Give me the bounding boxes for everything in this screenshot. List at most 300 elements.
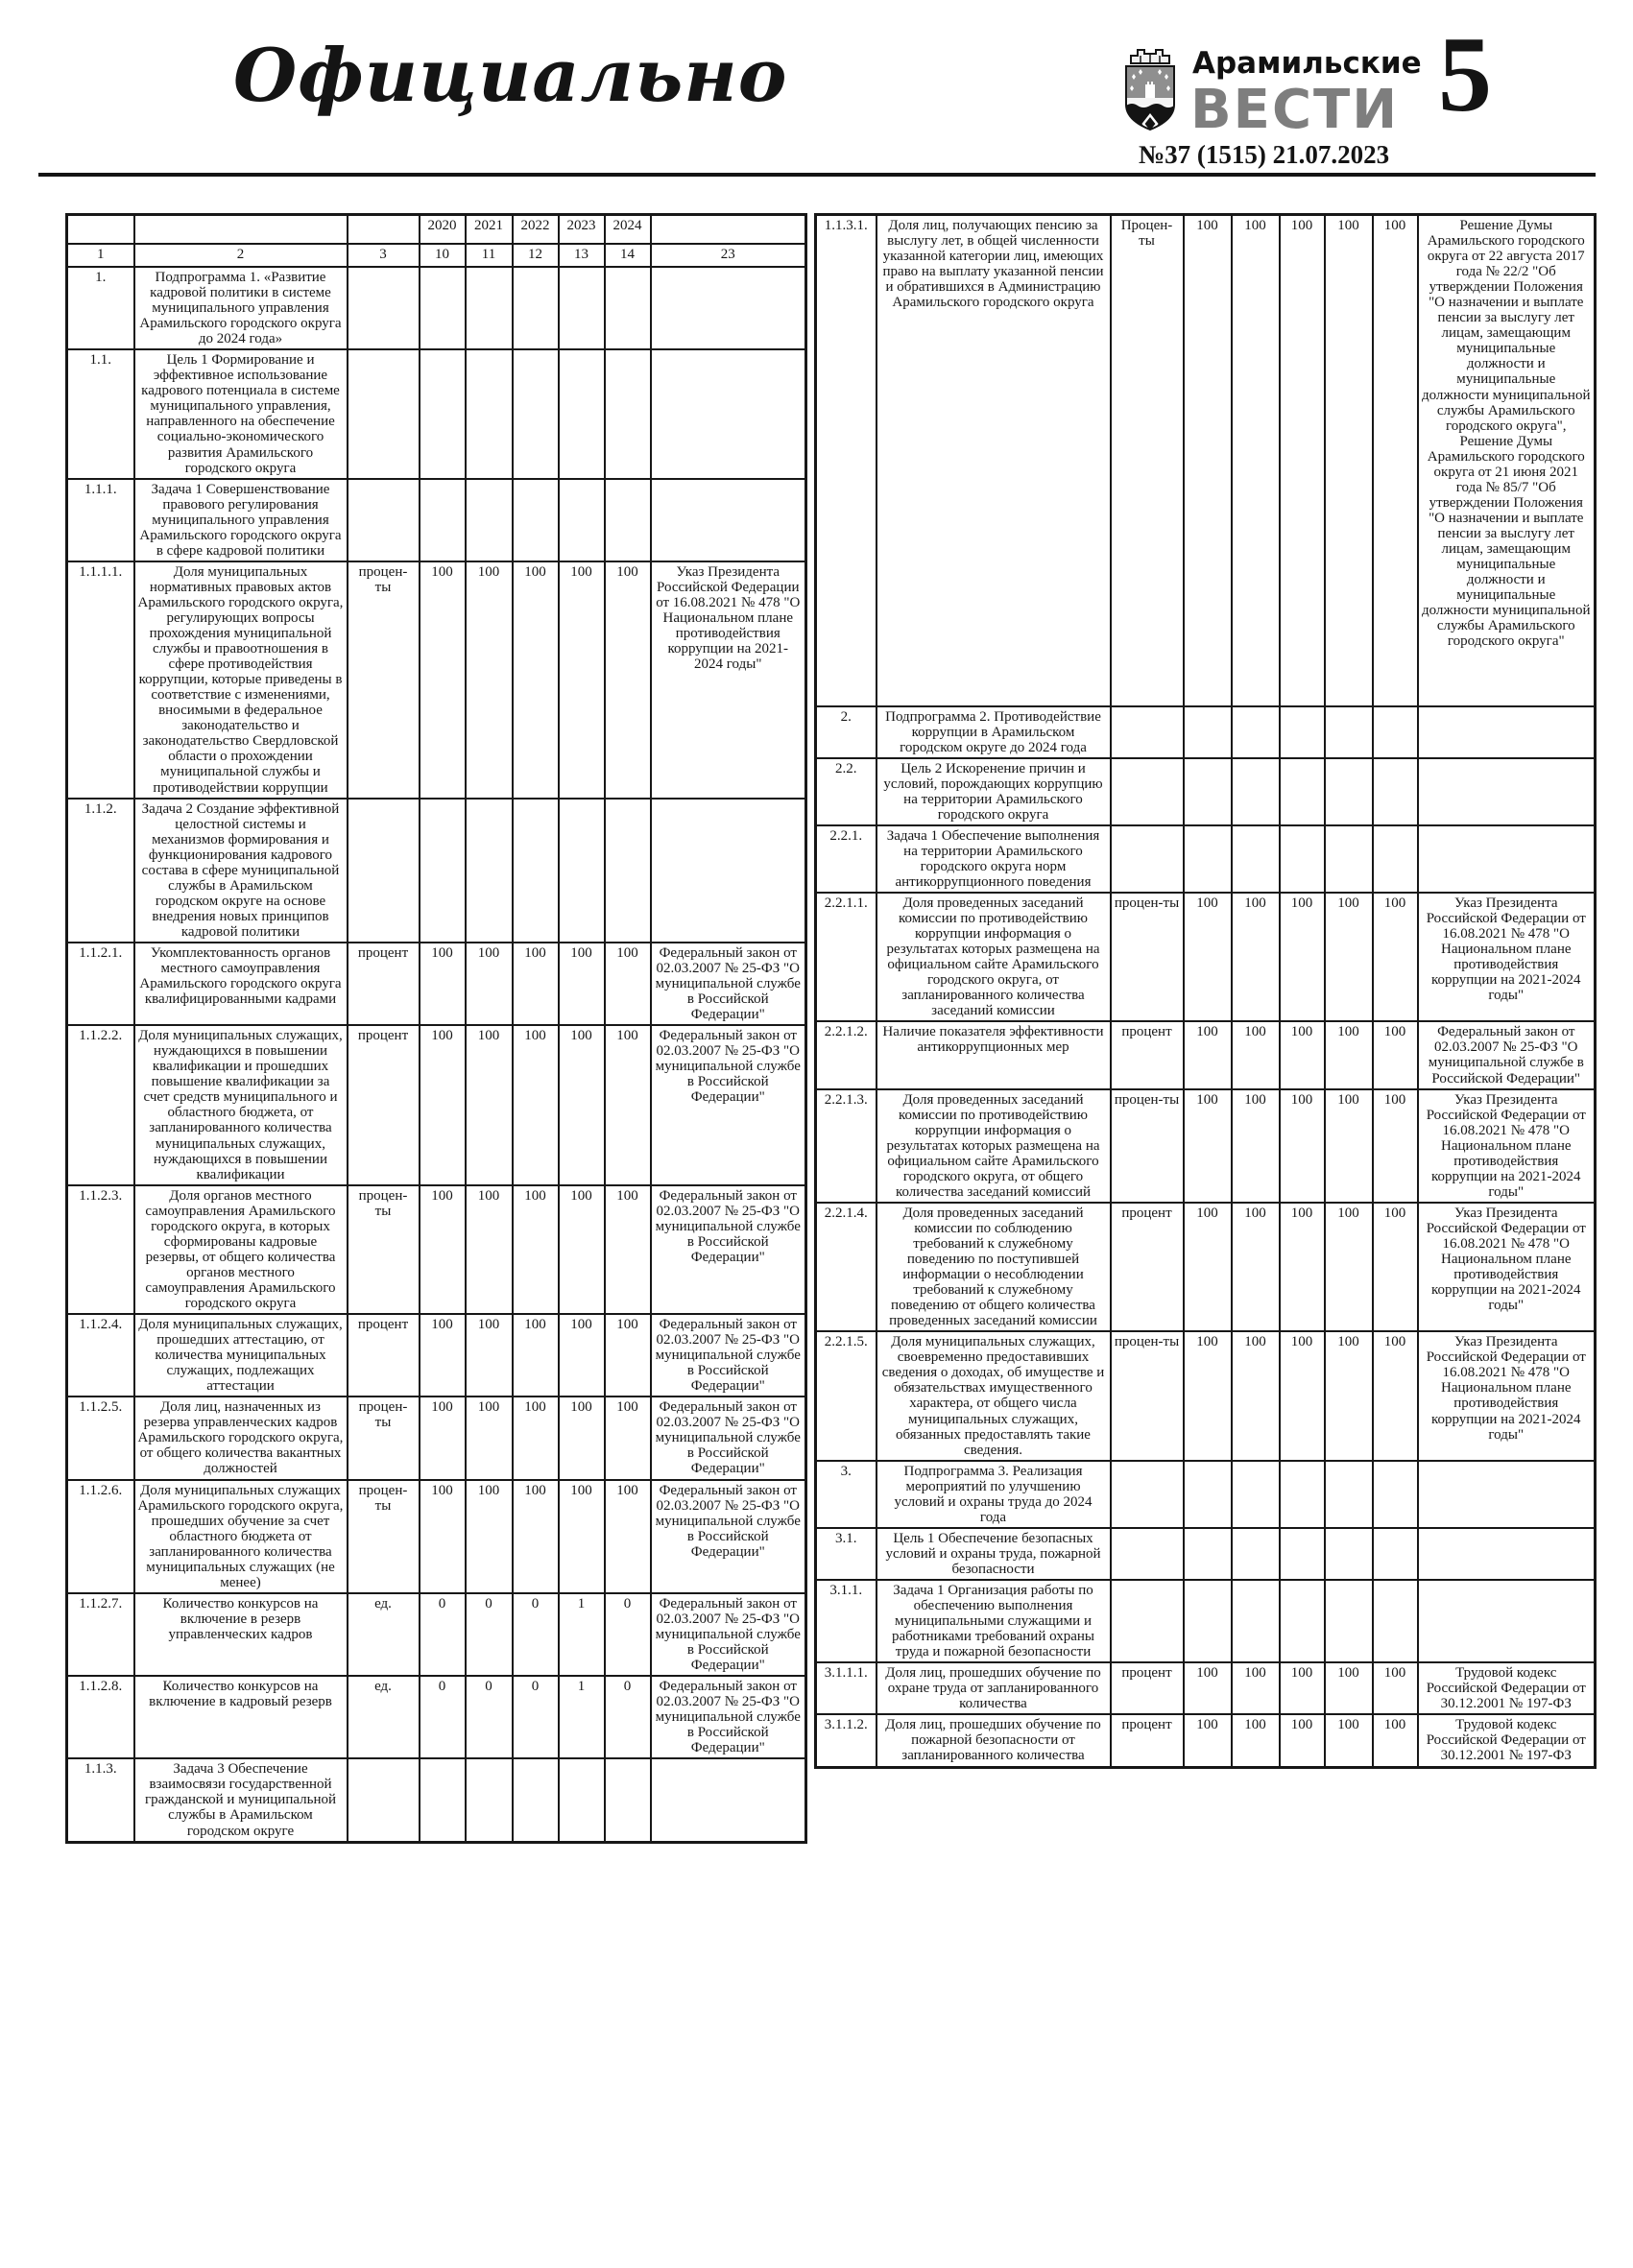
value-cell-2024 (1373, 758, 1418, 825)
row-number-cell: 1. (67, 267, 134, 349)
doc-reference-cell: Федеральный закон от 02.03.2007 № 25-ФЗ "О муниципальной службе в Российской Федерации" (651, 1025, 806, 1184)
value-cell-2020 (420, 349, 466, 478)
value-cell-2023 (1325, 758, 1373, 825)
value-cell-2021 (1232, 825, 1280, 893)
doc-reference-cell: Указ Президента Российской Федерации от 16.08.2021 № 478 "О Национальном плане противодействия коррупции на 2021-2024 годы" (1418, 1089, 1596, 1203)
indicator-name-cell: Укомплектованность органов местного самоуправления Арамильского городского округа квалифицированными кадрами (134, 943, 348, 1025)
value-cell-2020: 0 (420, 1676, 466, 1758)
table-row (816, 825, 1596, 893)
unit-cell (1111, 706, 1184, 758)
indicator-name-cell: Задача 1 Организация работы по обеспечению выполнения муниципальными служащими и работниками требований охраны труда и пожарной безопасности (877, 1580, 1111, 1662)
indicator-name-cell: Подпрограмма 3. Реализация мероприятий по улучшению условий и охраны труда до 2024 года (877, 1461, 1111, 1528)
table-row (816, 706, 1596, 758)
value-cell-2023: 100 (559, 1185, 605, 1314)
value-cell-2023: 100 (559, 561, 605, 799)
value-cell-2021: 0 (466, 1676, 513, 1758)
unit-cell: процент (1111, 1662, 1184, 1714)
table-row (67, 349, 806, 478)
unit-cell (1111, 825, 1184, 893)
table-row (67, 1314, 806, 1397)
doc-reference-cell: Федеральный закон от 02.03.2007 № 25-ФЗ "О муниципальной службе в Российской Федерации" (651, 1314, 806, 1397)
value-cell-2023: 100 (559, 1314, 605, 1397)
value-cell-2022 (513, 799, 559, 943)
header-cell-empty (67, 215, 134, 245)
value-cell-2022: 100 (1280, 1021, 1325, 1088)
value-cell-2023: 1 (559, 1593, 605, 1676)
unit-cell: процен-ты (348, 1480, 420, 1593)
indicator-name-cell: Задача 1 Обеспечение выполнения на территории Арамильского городского округа норм антикоррупционного поведения (877, 825, 1111, 893)
value-cell-2023 (559, 349, 605, 478)
year-header-row (67, 215, 806, 245)
column-number-cell: 11 (466, 244, 513, 267)
table-row (67, 1758, 806, 1842)
value-cell-2023: 100 (1325, 1089, 1373, 1203)
value-cell-2023: 100 (1325, 1662, 1373, 1714)
doc-reference-cell (651, 1758, 806, 1842)
value-cell-2022: 100 (513, 1314, 559, 1397)
doc-reference-cell: Решение Думы Арамильского городского округа от 22 августа 2017 года № 22/2 "Об утверждении Положения "О назначении и выплате пенсии за выслугу лет лицам, замещающим муниципальные должности и муниципальные должности муниципальной службы Арамильского городского округа", Решение Думы Арамильского городского округа от 21 июня 2021 года № 85/7 "Об утверждении Положения "О назначении и выплате пенсии за выслугу лет лицам, замещающим муниципальные должности и муниципальные должности муниципальной службы Арамильского городского округа" (1418, 215, 1596, 706)
indicator-name-cell: Цель 1 Обеспечение безопасных условий и охраны труда, пожарной безопасности (877, 1528, 1111, 1580)
value-cell-2022 (1280, 706, 1325, 758)
table-row (67, 267, 806, 349)
value-cell-2023 (559, 799, 605, 943)
value-cell-2020: 100 (1184, 1203, 1232, 1331)
doc-reference-cell: Федеральный закон от 02.03.2007 № 25-ФЗ "О муниципальной службе в Российской Федерации" (651, 943, 806, 1025)
doc-reference-cell: Федеральный закон от 02.03.2007 № 25-ФЗ "О муниципальной службе в Российской Федерации" (651, 1185, 806, 1314)
value-cell-2020: 0 (420, 1593, 466, 1676)
value-cell-2023: 100 (1325, 1331, 1373, 1460)
value-cell-2023 (559, 1758, 605, 1842)
value-cell-2020: 100 (420, 1314, 466, 1397)
value-cell-2020 (1184, 758, 1232, 825)
doc-reference-cell (1418, 825, 1596, 893)
table-row (816, 1714, 1596, 1767)
value-cell-2024: 100 (605, 1397, 651, 1479)
value-cell-2024: 100 (1373, 1714, 1418, 1767)
value-cell-2022 (513, 479, 559, 561)
header-cell-empty (134, 215, 348, 245)
value-cell-2023 (1325, 1461, 1373, 1528)
issue-date-line: №37 (1515) 21.07.2023 (1139, 140, 1390, 169)
row-number-cell: 3.1. (816, 1528, 877, 1580)
value-cell-2021: 100 (1232, 215, 1280, 706)
row-number-cell: 2.2.1.4. (816, 1203, 877, 1331)
newspaper-name-top: Арамильские (1192, 46, 1422, 81)
row-number-cell: 1.1.2. (67, 799, 134, 943)
row-number-cell: 3.1.1.1. (816, 1662, 877, 1714)
unit-cell: процент (348, 943, 420, 1025)
unit-cell: процент (348, 1314, 420, 1397)
value-cell-2020 (1184, 706, 1232, 758)
value-cell-2024 (605, 1758, 651, 1842)
doc-reference-cell: Федеральный закон от 02.03.2007 № 25-ФЗ "О муниципальной службе в Российской Федерации" (651, 1397, 806, 1479)
indicator-name-cell: Доля лиц, назначенных из резерва управленческих кадров Арамильского городского округа, от общего количества вакантных должностей (134, 1397, 348, 1479)
row-number-cell: 1.1.2.5. (67, 1397, 134, 1479)
value-cell-2023: 100 (1325, 1203, 1373, 1331)
indicator-name-cell: Цель 2 Искоренение причин и условий, порождающих коррупцию на территории Арамильского городского округа (877, 758, 1111, 825)
table-row (67, 561, 806, 799)
unit-cell (348, 349, 420, 478)
indicator-name-cell: Задача 1 Совершенствование правового регулирования муниципального управления Арамильского городского округа в сфере кадровой политики (134, 479, 348, 561)
row-number-cell: 1.1.2.3. (67, 1185, 134, 1314)
unit-cell (1111, 758, 1184, 825)
column-number-cell: 1 (67, 244, 134, 267)
value-cell-2024: 100 (605, 1185, 651, 1314)
unit-cell (1111, 1580, 1184, 1662)
value-cell-2024: 100 (605, 1025, 651, 1184)
header-cell-empty (651, 215, 806, 245)
value-cell-2023: 100 (559, 1397, 605, 1479)
value-cell-2020: 100 (1184, 1662, 1232, 1714)
value-cell-2024 (1373, 1528, 1418, 1580)
value-cell-2020: 100 (1184, 1714, 1232, 1767)
value-cell-2022 (513, 349, 559, 478)
value-cell-2024 (605, 349, 651, 478)
value-cell-2020 (420, 479, 466, 561)
value-cell-2022 (1280, 1580, 1325, 1662)
indicator-name-cell: Доля лиц, прошедших обучение по охране труда от запланированного количества (877, 1662, 1111, 1714)
value-cell-2022 (513, 267, 559, 349)
value-cell-2023 (1325, 1528, 1373, 1580)
doc-reference-cell: Указ Президента Российской Федерации от 16.08.2021 № 478 "О Национальном плане противодействия коррупции на 2021-2024 годы" (1418, 893, 1596, 1021)
unit-cell: процент (1111, 1021, 1184, 1088)
value-cell-2024: 100 (1373, 1203, 1418, 1331)
value-cell-2023: 100 (559, 1480, 605, 1593)
column-number-cell: 13 (559, 244, 605, 267)
value-cell-2024 (1373, 1461, 1418, 1528)
indicator-name-cell: Доля муниципальных служащих Арамильского городского округа, прошедших обучение за счет областного бюджета от запланированного количества муниципальных служащих (не менее) (134, 1480, 348, 1593)
value-cell-2021: 0 (466, 1593, 513, 1676)
column-number-cell: 23 (651, 244, 806, 267)
value-cell-2023: 100 (1325, 215, 1373, 706)
table-row (67, 1593, 806, 1676)
value-cell-2023 (1325, 825, 1373, 893)
value-cell-2022: 100 (513, 1185, 559, 1314)
value-cell-2024 (1373, 706, 1418, 758)
value-cell-2024 (1373, 825, 1418, 893)
value-cell-2024: 100 (605, 1314, 651, 1397)
coat-of-arms-icon (1119, 42, 1181, 138)
value-cell-2024: 100 (605, 1480, 651, 1593)
unit-cell (1111, 1461, 1184, 1528)
table-row (67, 943, 806, 1025)
table-row (67, 1397, 806, 1479)
indicator-name-cell: Подпрограмма 1. «Развитие кадровой политики в системе муниципального управления Арамильского городского округа до 2024 года» (134, 267, 348, 349)
value-cell-2020: 100 (1184, 1331, 1232, 1460)
value-cell-2023: 100 (1325, 1021, 1373, 1088)
table-row (67, 1480, 806, 1593)
value-cell-2020: 100 (420, 1025, 466, 1184)
row-number-cell: 2.2.1.1. (816, 893, 877, 1021)
value-cell-2020: 100 (1184, 1021, 1232, 1088)
indicator-name-cell: Количество конкурсов на включение в резерв управленческих кадров (134, 1593, 348, 1676)
doc-reference-cell: Указ Президента Российской Федерации от 16.08.2021 № 478 "О Национальном плане противодействия коррупции на 2021-2024 годы" (1418, 1331, 1596, 1460)
table-row (816, 1331, 1596, 1460)
value-cell-2024: 0 (605, 1593, 651, 1676)
value-cell-2021: 100 (1232, 893, 1280, 1021)
doc-reference-cell: Федеральный закон от 02.03.2007 № 25-ФЗ "О муниципальной службе в Российской Федерации" (1418, 1021, 1596, 1088)
value-cell-2022 (1280, 1461, 1325, 1528)
indicator-name-cell: Количество конкурсов на включение в кадровый резерв (134, 1676, 348, 1758)
doc-reference-cell (1418, 706, 1596, 758)
row-number-cell: 3.1.1.2. (816, 1714, 877, 1767)
table-row (816, 215, 1596, 706)
value-cell-2024 (605, 479, 651, 561)
indicator-name-cell: Доля муниципальных служащих, своевременно предоставивших сведения о доходах, об имуществе и обязательствах имущественного характера, от общего числа муниципальных служащих, обязанных предоставлять такие сведения. (877, 1331, 1111, 1460)
table-row (816, 758, 1596, 825)
row-number-cell: 2.2. (816, 758, 877, 825)
doc-reference-cell (1418, 1528, 1596, 1580)
table-row (816, 1021, 1596, 1088)
value-cell-2020: 100 (420, 943, 466, 1025)
value-cell-2020 (420, 799, 466, 943)
indicator-name-cell: Доля муниципальных служащих, прошедших аттестацию, от количества муниципальных служащих, подлежащих аттестации (134, 1314, 348, 1397)
value-cell-2021: 100 (466, 561, 513, 799)
value-cell-2021 (1232, 706, 1280, 758)
value-cell-2024: 100 (605, 943, 651, 1025)
doc-reference-cell: Федеральный закон от 02.03.2007 № 25-ФЗ "О муниципальной службе в Российской Федерации" (651, 1593, 806, 1676)
doc-reference-cell (651, 479, 806, 561)
year-header-cell: 2022 (513, 215, 559, 245)
doc-reference-cell (1418, 758, 1596, 825)
unit-cell: Процен-ты (1111, 215, 1184, 706)
table-row (816, 893, 1596, 1021)
value-cell-2020 (1184, 1528, 1232, 1580)
unit-cell: процен-ты (348, 1397, 420, 1479)
row-number-cell: 2. (816, 706, 877, 758)
column-number-cell: 10 (420, 244, 466, 267)
table-row (67, 479, 806, 561)
masthead-divider (38, 173, 1596, 177)
program-indicators-table-right (814, 213, 1597, 1769)
value-cell-2020: 100 (420, 1397, 466, 1479)
row-number-cell: 1.1.2.1. (67, 943, 134, 1025)
unit-cell: процен-ты (1111, 1331, 1184, 1460)
value-cell-2023: 1 (559, 1676, 605, 1758)
column-number-cell: 3 (348, 244, 420, 267)
unit-cell: ед. (348, 1593, 420, 1676)
value-cell-2024: 100 (1373, 1021, 1418, 1088)
value-cell-2021 (1232, 1528, 1280, 1580)
table-row (816, 1089, 1596, 1203)
unit-cell: ед. (348, 1676, 420, 1758)
value-cell-2021 (1232, 1461, 1280, 1528)
value-cell-2021: 100 (466, 943, 513, 1025)
value-cell-2023: 100 (559, 943, 605, 1025)
table-row (816, 1203, 1596, 1331)
value-cell-2022: 100 (513, 1480, 559, 1593)
indicator-name-cell: Доля лиц, получающих пенсию за выслугу лет, в общей численности указанной категории лиц, имеющих право на выплату указанной пенсии и обратившихся в Администрацию Арамильского городского округа (877, 215, 1111, 706)
unit-cell (348, 479, 420, 561)
unit-cell: процент (1111, 1714, 1184, 1767)
doc-reference-cell: Указ Президента Российской Федерации от 16.08.2021 № 478 "О Национальном плане противодействия коррупции на 2021-2024 годы" (651, 561, 806, 799)
value-cell-2024: 100 (1373, 893, 1418, 1021)
value-cell-2021: 100 (466, 1397, 513, 1479)
indicator-name-cell: Доля проведенных заседаний комиссии по соблюдению требований к служебному поведению по поступившей информации о несоблюдении требований к служебному поведению от общего количества проведенных заседаний комиссии (877, 1203, 1111, 1331)
value-cell-2020 (1184, 1461, 1232, 1528)
indicator-name-cell: Доля проведенных заседаний комиссии по противодействию коррупции информация о результатах которых размещена на официальном сайте Арамильского городского округа, от общего количества заседаний комиссий (877, 1089, 1111, 1203)
row-number-cell: 1.1.3.1. (816, 215, 877, 706)
value-cell-2022: 100 (513, 1025, 559, 1184)
value-cell-2022: 100 (513, 561, 559, 799)
unit-cell: процен-ты (348, 1185, 420, 1314)
doc-reference-cell: Федеральный закон от 02.03.2007 № 25-ФЗ "О муниципальной службе в Российской Федерации" (651, 1480, 806, 1593)
value-cell-2021 (466, 349, 513, 478)
unit-cell (348, 1758, 420, 1842)
row-number-cell: 1.1.2.8. (67, 1676, 134, 1758)
doc-reference-cell (651, 799, 806, 943)
indicator-name-cell: Задача 3 Обеспечение взаимосвязи государственной гражданской и муниципальной службы в Арамильском городском округе (134, 1758, 348, 1842)
value-cell-2024: 100 (1373, 215, 1418, 706)
value-cell-2020: 100 (420, 1185, 466, 1314)
value-cell-2022: 100 (1280, 1662, 1325, 1714)
year-header-cell: 2024 (605, 215, 651, 245)
value-cell-2024 (1373, 1580, 1418, 1662)
value-cell-2022: 100 (1280, 1203, 1325, 1331)
value-cell-2020: 100 (1184, 215, 1232, 706)
program-indicators-table-left (65, 213, 807, 1844)
value-cell-2020 (1184, 1580, 1232, 1662)
value-cell-2024 (605, 267, 651, 349)
value-cell-2024: 100 (1373, 1331, 1418, 1460)
value-cell-2022: 100 (1280, 1331, 1325, 1460)
value-cell-2022: 100 (513, 1397, 559, 1479)
indicator-name-cell: Наличие показателя эффективности антикоррупционных мер (877, 1021, 1111, 1088)
table-row (67, 799, 806, 943)
row-number-cell: 2.2.1.3. (816, 1089, 877, 1203)
table-row (67, 1185, 806, 1314)
indicator-name-cell: Подпрограмма 2. Противодействие коррупции в Арамильском городском округе до 2024 года (877, 706, 1111, 758)
value-cell-2023: 100 (1325, 893, 1373, 1021)
table-row (67, 1676, 806, 1758)
indicator-name-cell: Доля муниципальных нормативных правовых актов Арамильского городского округа, регулирующих вопросы прохождения муниципальной службы и правоотношения в сфере противодействия коррупции, которые приведены в соответствие с изменениями, вносимыми в федеральное законодательство и законодательство Свердловской области о прохождении муниципальной службы и противодействии коррупции (134, 561, 348, 799)
value-cell-2023: 100 (559, 1025, 605, 1184)
row-number-cell: 1.1. (67, 349, 134, 478)
indicator-name-cell: Задача 2 Создание эффективной целостной системы и механизмов формирования и функционирования кадрового состава в сфере муниципальной службы в Арамильском городском округе на основе внедрения новых принципов кадровой политики (134, 799, 348, 943)
table-row (67, 1025, 806, 1184)
unit-cell: процен-ты (348, 561, 420, 799)
value-cell-2024: 100 (1373, 1662, 1418, 1714)
value-cell-2023 (559, 479, 605, 561)
value-cell-2022: 0 (513, 1593, 559, 1676)
value-cell-2021 (466, 479, 513, 561)
value-cell-2023 (1325, 1580, 1373, 1662)
value-cell-2024: 0 (605, 1676, 651, 1758)
indicator-name-cell: Доля муниципальных служащих, нуждающихся в повышении квалификации и прошедших повышение квалификации за счет средств муниципального и областного бюджета, от запланированного количества муниципальных служащих, нуждающихся в повышении квалификации (134, 1025, 348, 1184)
row-number-cell: 3. (816, 1461, 877, 1528)
value-cell-2021: 100 (1232, 1331, 1280, 1460)
value-cell-2022: 100 (1280, 215, 1325, 706)
value-cell-2023: 100 (1325, 1714, 1373, 1767)
year-header-cell: 2020 (420, 215, 466, 245)
indicator-name-cell: Доля органов местного самоуправления Арамильского городского округа, в которых сформированы кадровые резервы, от общего количества органов местного самоуправления Арамильского городского округа (134, 1185, 348, 1314)
value-cell-2022: 100 (1280, 893, 1325, 1021)
row-number-cell: 1.1.3. (67, 1758, 134, 1842)
value-cell-2022: 100 (1280, 1714, 1325, 1767)
unit-cell (1111, 1528, 1184, 1580)
value-cell-2021 (1232, 758, 1280, 825)
row-number-cell: 2.2.1.2. (816, 1021, 877, 1088)
value-cell-2022 (1280, 758, 1325, 825)
column-number-cell: 14 (605, 244, 651, 267)
newspaper-name-bottom: ВЕСТИ (1190, 79, 1400, 141)
unit-cell: процен-ты (1111, 893, 1184, 1021)
row-number-cell: 1.1.2.7. (67, 1593, 134, 1676)
value-cell-2021: 100 (466, 1314, 513, 1397)
row-number-cell: 2.2.1.5. (816, 1331, 877, 1460)
value-cell-2021: 100 (1232, 1662, 1280, 1714)
value-cell-2021: 100 (466, 1185, 513, 1314)
unit-cell: процен-ты (1111, 1089, 1184, 1203)
value-cell-2024 (605, 799, 651, 943)
value-cell-2021 (466, 267, 513, 349)
table-row (816, 1461, 1596, 1528)
year-header-cell: 2023 (559, 215, 605, 245)
row-number-cell: 1.1.1.1. (67, 561, 134, 799)
unit-cell: процент (1111, 1203, 1184, 1331)
doc-reference-cell: Федеральный закон от 02.03.2007 № 25-ФЗ "О муниципальной службе в Российской Федерации" (651, 1676, 806, 1758)
value-cell-2021 (1232, 1580, 1280, 1662)
indicator-name-cell: Цель 1 Формирование и эффективное использование кадрового потенциала в системе муниципального управления, направленного на обеспечение социально-экономического развития Арамильского городского округа (134, 349, 348, 478)
row-number-cell: 1.1.2.6. (67, 1480, 134, 1593)
section-title: Официально (233, 33, 788, 118)
value-cell-2020: 100 (1184, 1089, 1232, 1203)
doc-reference-cell (1418, 1461, 1596, 1528)
column-number-cell: 2 (134, 244, 348, 267)
indicator-name-cell: Доля проведенных заседаний комиссии по противодействию коррупции информация о результатах которых размещена на официальном сайте Арамильского городского округа, от запланированного количества заседаний комиссии (877, 893, 1111, 1021)
unit-cell (348, 799, 420, 943)
value-cell-2023 (559, 267, 605, 349)
value-cell-2022: 0 (513, 1676, 559, 1758)
value-cell-2020: 100 (1184, 893, 1232, 1021)
value-cell-2020 (420, 267, 466, 349)
doc-reference-cell: Указ Президента Российской Федерации от 16.08.2021 № 478 "О Национальном плане противодействия коррупции на 2021-2024 годы" (1418, 1203, 1596, 1331)
doc-reference-cell (651, 267, 806, 349)
value-cell-2020: 100 (420, 1480, 466, 1593)
column-number-row (67, 244, 806, 267)
row-number-cell: 1.1.1. (67, 479, 134, 561)
value-cell-2022 (1280, 825, 1325, 893)
doc-reference-cell: Трудовой кодекс Российской Федерации от 30.12.2001 № 197-ФЗ (1418, 1714, 1596, 1767)
column-number-cell: 12 (513, 244, 559, 267)
value-cell-2021: 100 (466, 1480, 513, 1593)
table-row (816, 1662, 1596, 1714)
value-cell-2022: 100 (513, 943, 559, 1025)
value-cell-2020 (1184, 825, 1232, 893)
value-cell-2023 (1325, 706, 1373, 758)
table-row (816, 1580, 1596, 1662)
doc-reference-cell: Трудовой кодекс Российской Федерации от 30.12.2001 № 197-ФЗ (1418, 1662, 1596, 1714)
value-cell-2020: 100 (420, 561, 466, 799)
value-cell-2024: 100 (605, 561, 651, 799)
value-cell-2021: 100 (1232, 1021, 1280, 1088)
row-number-cell: 1.1.2.2. (67, 1025, 134, 1184)
row-number-cell: 2.2.1. (816, 825, 877, 893)
indicator-name-cell: Доля лиц, прошедших обучение по пожарной безопасности от запланированного количества (877, 1714, 1111, 1767)
value-cell-2021: 100 (466, 1025, 513, 1184)
header-cell-empty (348, 215, 420, 245)
value-cell-2021: 100 (1232, 1714, 1280, 1767)
row-number-cell: 3.1.1. (816, 1580, 877, 1662)
value-cell-2024: 100 (1373, 1089, 1418, 1203)
unit-cell: процент (348, 1025, 420, 1184)
doc-reference-cell (651, 349, 806, 478)
doc-reference-cell (1418, 1580, 1596, 1662)
value-cell-2021 (466, 799, 513, 943)
row-number-cell: 1.1.2.4. (67, 1314, 134, 1397)
value-cell-2022: 100 (1280, 1089, 1325, 1203)
value-cell-2022 (1280, 1528, 1325, 1580)
